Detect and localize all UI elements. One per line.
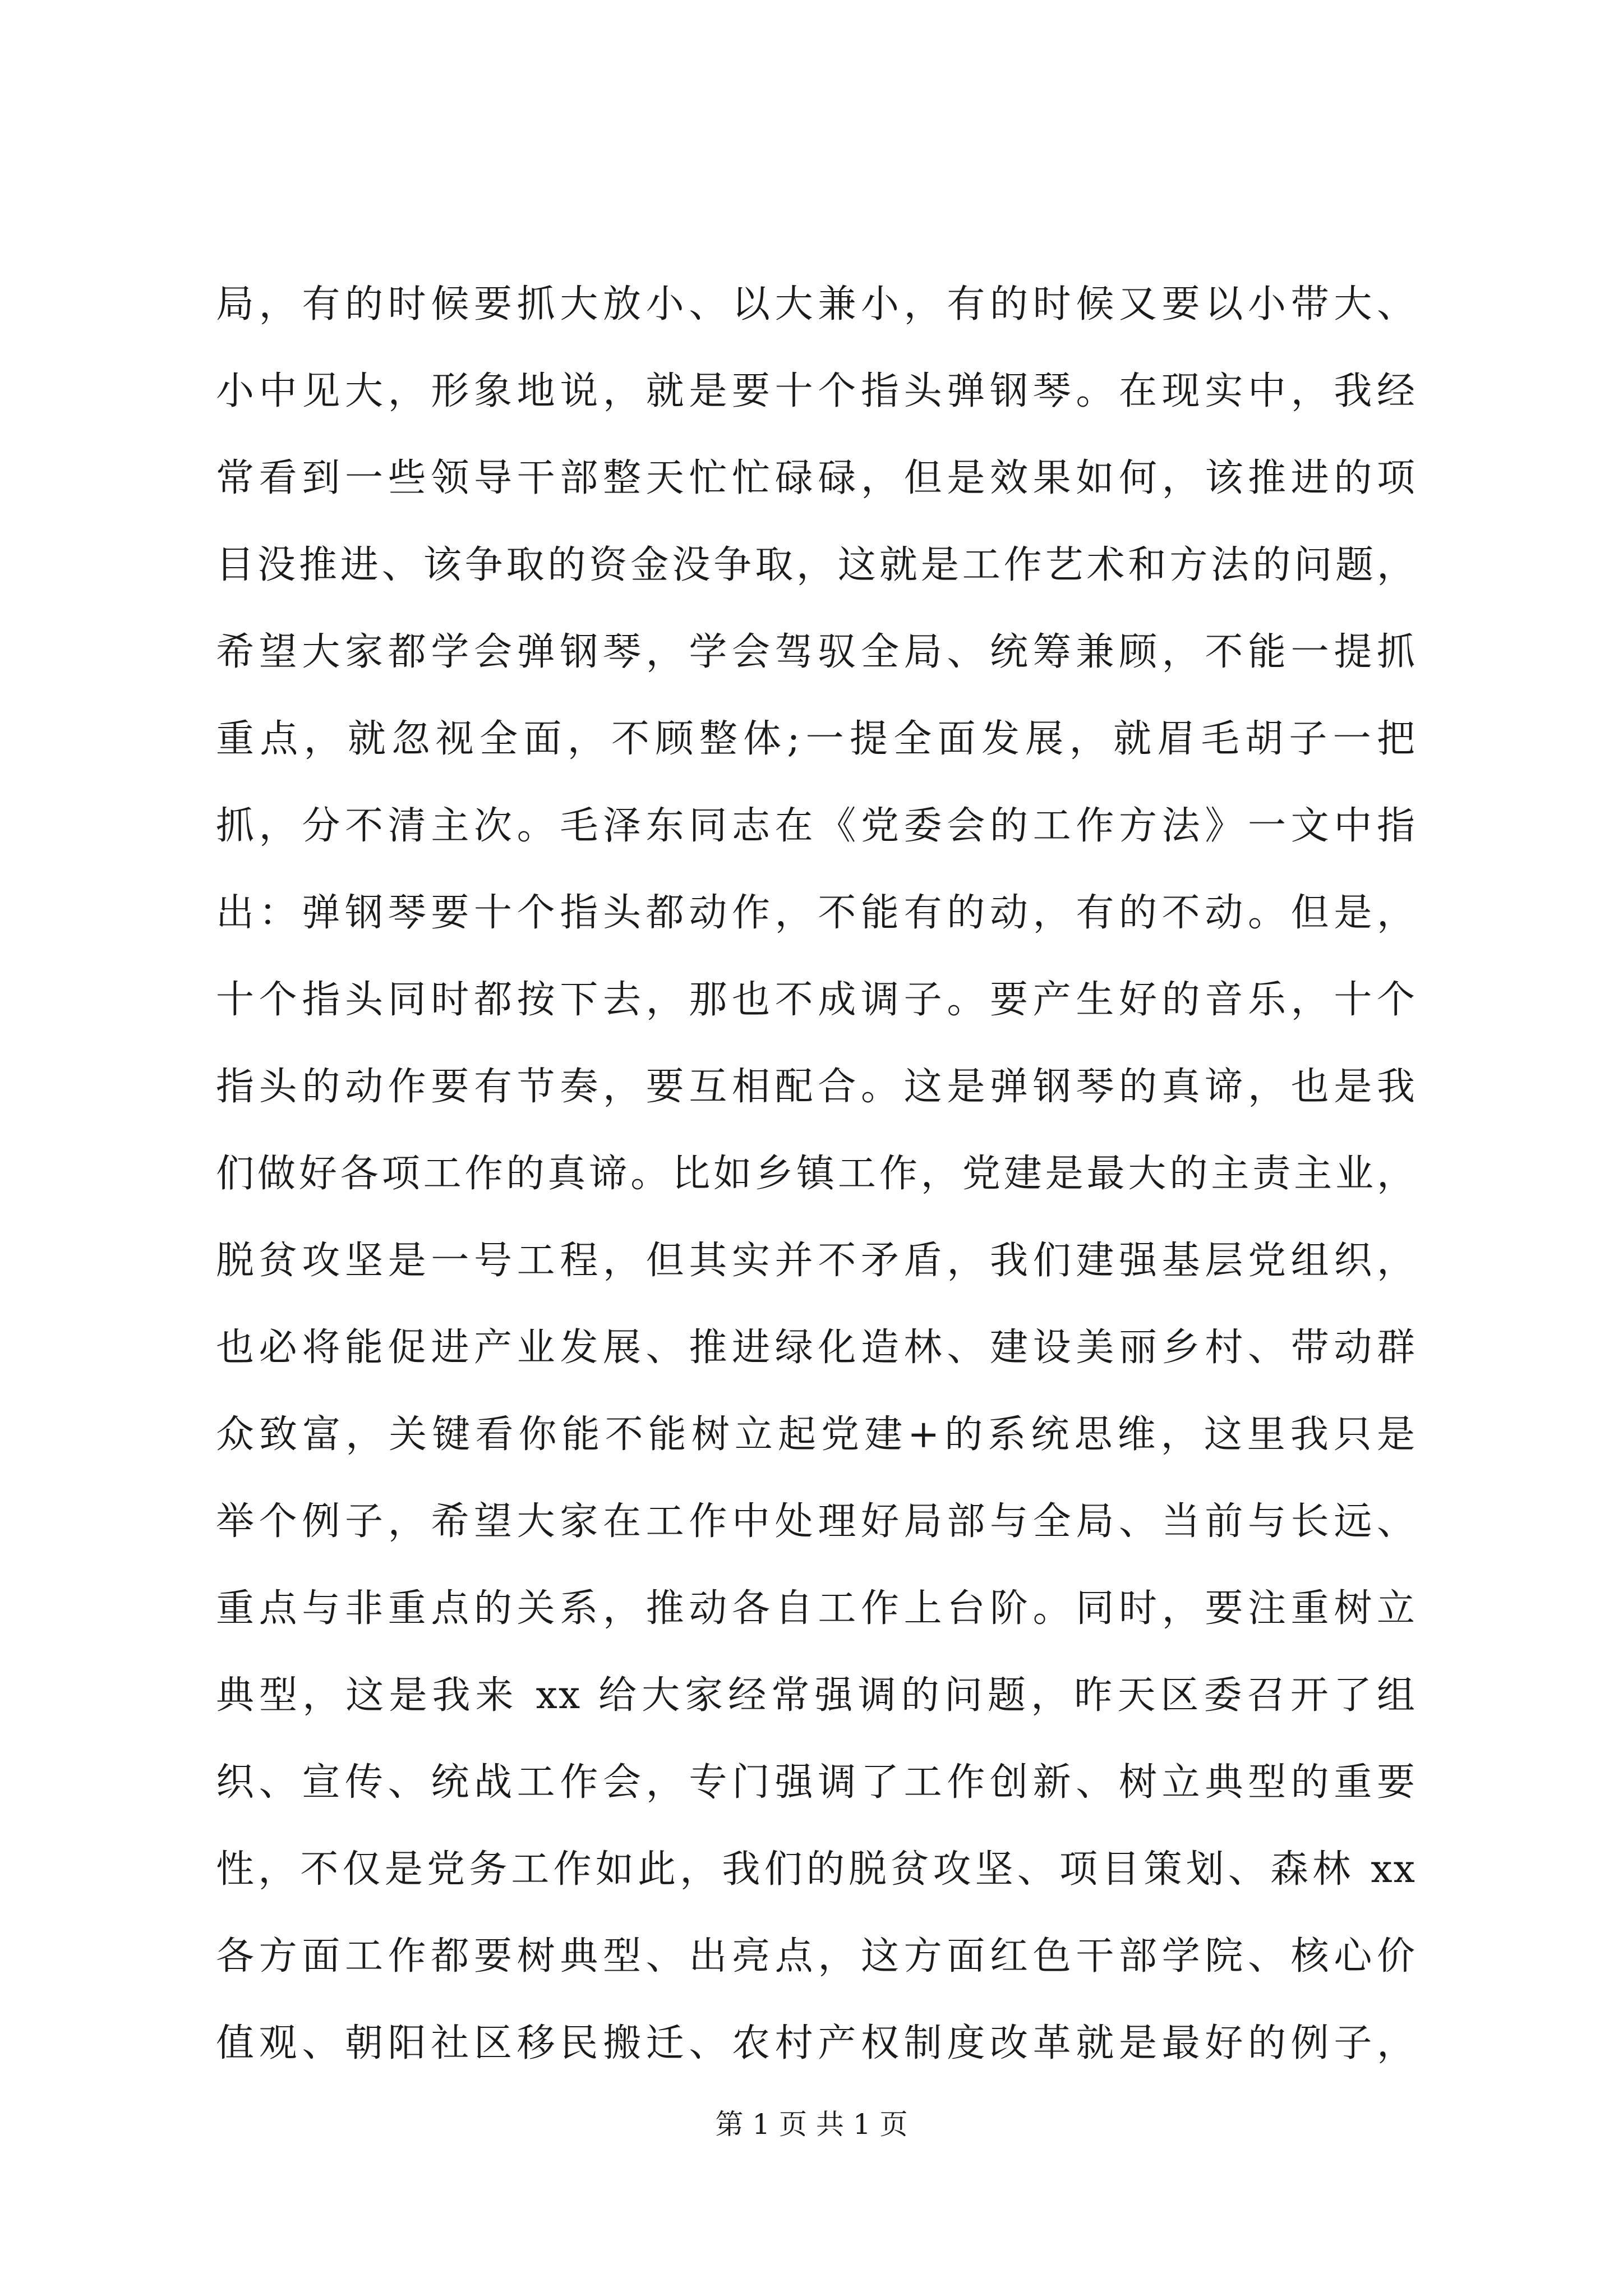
text-line: 重点与非重点的关系，推动各自工作上台阶。同时，要注重树立 [216,1586,1416,1631]
text-line: 出：弹钢琴要十个指头都动作，不能有的动，有的不动。但是， [216,891,1416,935]
text-line: 抓，分不清主次。毛泽东同志在《党委会的工作方法》一文中指 [216,804,1416,848]
text-line: 局，有的时候要抓大放小、以大兼小，有的时候又要以小带大、 [216,282,1416,326]
text-line: 值观、朝阳社区移民搬迁、农村产权制度改革就是最好的例子， [216,2021,1416,2065]
text-line: 众致富，关键看你能不能树立起党建+的系统思维，这里我只是 [216,1412,1416,1457]
text-line: 重点，就忽视全面，不顾整体;一提全面发展，就眉毛胡子一把 [216,717,1416,761]
text-line: 目没推进、该争取的资金没争取，这就是工作艺术和方法的问题， [216,543,1416,587]
text-line: 们做好各项工作的真谛。比如乡镇工作，党建是最大的主责主业， [216,1152,1416,1196]
text-line: 典型，这是我来 xx 给大家经常强调的问题，昨天区委召开了组 [216,1673,1416,1718]
text-line: 希望大家都学会弹钢琴，学会驾驭全局、统筹兼顾，不能一提抓 [216,630,1416,674]
text-line: 织、宣传、统战工作会，专门强调了工作创新、树立典型的重要 [216,1760,1416,1805]
text-line: 各方面工作都要树典型、出亮点，这方面红色干部学院、核心价 [216,1934,1416,1978]
text-line: 指头的动作要有节奏，要互相配合。这是弹钢琴的真谛，也是我 [216,1065,1416,1109]
text-line: 脱贫攻坚是一号工程，但其实并不矛盾，我们建强基层党组织， [216,1239,1416,1283]
body-text [216,261,1416,2087]
text-line: 常看到一些领导干部整天忙忙碌碌，但是效果如何，该推进的项 [216,456,1416,500]
text-line: 小中见大，形象地说，就是要十个指头弹钢琴。在现实中，我经 [216,369,1416,413]
text-line: 也必将能促进产业发展、推进绿化造林、建设美丽乡村、带动群 [216,1326,1416,1370]
text-line: 十个指头同时都按下去，那也不成调子。要产生好的音乐，十个 [216,978,1416,1022]
text-line: 性，不仅是党务工作如此，我们的脱贫攻坚、项目策划、森林 xx [216,1847,1416,1892]
text-line: 举个例子，希望大家在工作中处理好局部与全局、当前与长远、 [216,1499,1416,1544]
page-number-footer: 第 1 页 共 1 页 [715,2108,908,2141]
